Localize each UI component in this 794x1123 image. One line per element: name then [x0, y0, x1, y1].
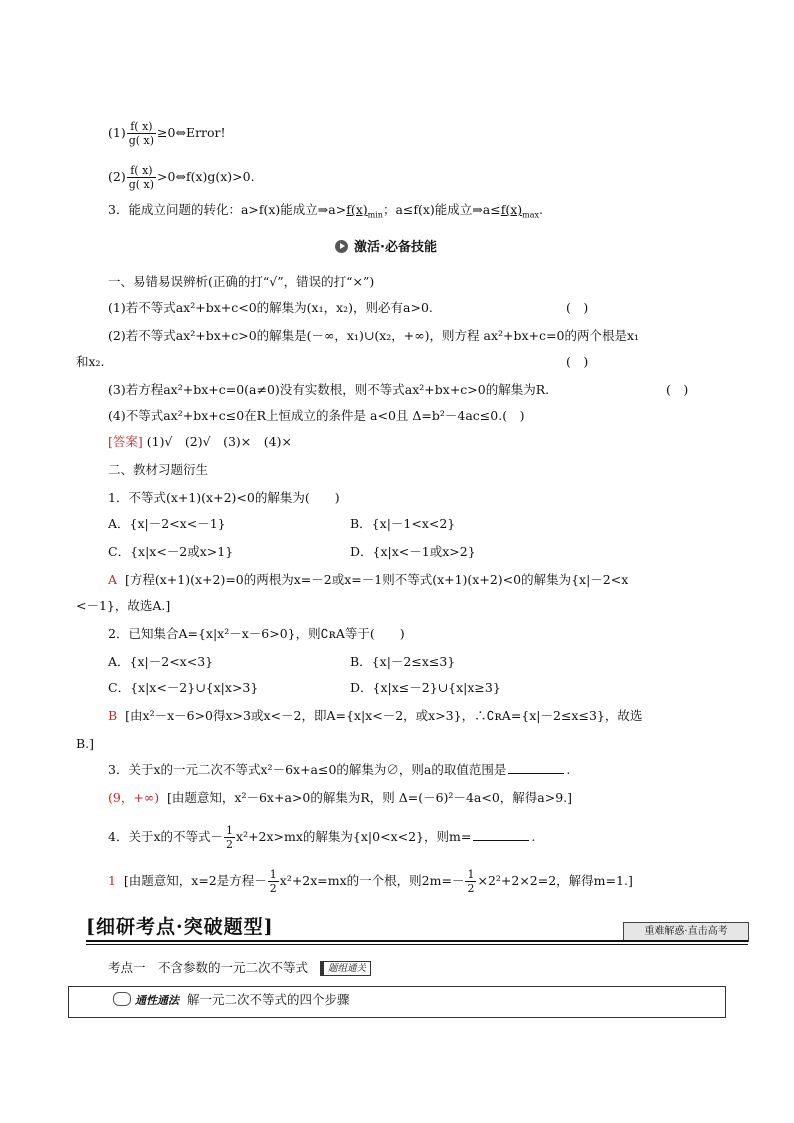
method-box: [68, 986, 726, 1018]
numerator: 1: [467, 868, 475, 881]
method-tag: 通性通法: [135, 994, 179, 1007]
answer-paren: ( ): [566, 354, 589, 369]
denominator: g( x): [128, 134, 155, 147]
denominator: g( x): [128, 178, 155, 191]
problem-3-text: 3．关于x的一元二次不等式x²－6x+a≤0的解集为∅，则a的取值范围是: [108, 762, 507, 777]
numerator: f( x): [127, 164, 156, 178]
answer-text: (1)√ (2)√ (3)× (4)×: [146, 434, 292, 449]
fraction: [127, 120, 156, 147]
solution-4: [108, 868, 633, 895]
problem-1: 1．不等式(x+1)(x+2)<0的解集为( ): [108, 490, 340, 505]
text: x²+2x>mx的解集为{x|0<x<2}，则m=: [236, 829, 472, 844]
question-4-text: (4)不等式ax²+bx+c≤0在R上恒成立的条件是 a<0且 Δ=b²－4ac≤0.: [108, 408, 503, 423]
text: f(x): [346, 202, 368, 217]
heading-part1: 一、易错易误辨析(正确的打“√”，错误的打“×”): [108, 274, 375, 289]
fraction: [465, 868, 476, 895]
solution-1: [108, 572, 628, 588]
fraction: [224, 824, 235, 851]
text: ；a≤f(x)能成立⇒a≤: [382, 202, 501, 217]
text: [由题意知，x=2是方程－: [123, 873, 267, 888]
question-1: (1)若不等式ax²+bx+c<0的解集为(x₁，x₂)，则必有a>0.: [108, 300, 433, 315]
option-c: C．{x|x<－2}∪{x|x>3}: [108, 680, 259, 695]
section-title: [335, 236, 437, 255]
method-line: [113, 992, 349, 1009]
topic-title: 考点一 不含参数的一元二次不等式: [108, 960, 309, 975]
subscript: max: [522, 210, 540, 220]
denominator: 2: [269, 882, 277, 895]
option-c: C．{x|x<－2或x>1}: [108, 544, 234, 559]
solution-3: [108, 790, 572, 806]
option-b: B．{x|－2≤x≤3}: [350, 654, 456, 669]
transform-line: [108, 202, 543, 224]
play-icon: [335, 240, 348, 253]
text: .: [566, 762, 571, 777]
heading-part2: 二、教材习题衍生: [108, 462, 209, 477]
text: 4．关于x的不等式－: [108, 829, 224, 844]
item-number: (2): [108, 169, 126, 184]
text: .: [531, 829, 536, 844]
item-number: (1): [108, 125, 126, 140]
text: .: [539, 202, 544, 217]
topic-line: [108, 960, 371, 976]
answer-label: [答案]: [108, 434, 143, 449]
text: f(x): [500, 202, 523, 217]
answer-value: 1: [108, 873, 116, 888]
question-2: (2)若不等式ax²+bx+c>0的解集是(－∞，x₁)∪(x₂，+∞)，则方程 ax²+bx+c=0的两个根是x₁: [108, 328, 640, 343]
option-a: A．{x|－2<x<3}: [108, 654, 214, 669]
blank: [473, 840, 529, 841]
fraction: [127, 164, 156, 191]
problem-3: [108, 762, 570, 778]
option-d: D．{x|x≤－2}∪{x|x≥3}: [350, 680, 501, 695]
answer-paren: ( ): [666, 382, 689, 397]
solution-text: [由题意知，x²－6x+a>0的解集为R，则 Δ=(－6)²－4a<0，解得a>9.]: [167, 790, 573, 805]
section-heading: [细研考点·突破题型]: [86, 916, 274, 938]
text: ×2²+2×2=2，解得m=1.]: [477, 873, 633, 888]
problem-4: [108, 824, 535, 851]
option-d: D．{x|x<－1或x>2}: [350, 544, 476, 559]
text: 3．能成立问题的转化：a>f(x)能成立⇒a>: [108, 202, 347, 217]
text: x²+2x=mx的一个根，则2m=－: [279, 873, 465, 888]
denominator: 2: [467, 882, 475, 895]
fraction: [268, 868, 279, 895]
divider: [86, 940, 748, 942]
answer-letter: A: [108, 572, 118, 587]
solution-1-cont: <－1}，故选A.]: [76, 598, 171, 613]
section-title-text: 激活·必备技能: [354, 240, 437, 255]
solution-text: [由x²－x－6>0得x>3或x<－2，即A={x|x<－2，或x>3}，∴∁ʀA={x|－2≤x≤3}，故选: [125, 708, 643, 723]
answer-paren: ( ): [566, 300, 589, 315]
subscript: min: [367, 210, 383, 220]
method-text: 解一元二次不等式的四个步骤: [186, 992, 350, 1007]
solution-2-cont: B.]: [76, 736, 95, 751]
condition-text: >0⇔f(x)g(x)>0.: [157, 169, 255, 184]
solution-text: [方程(x+1)(x+2)=0的两根为x=－2或x=－1则不等式(x+1)(x+2)<0的解集为{x|－2<x: [124, 572, 629, 587]
option-a: A．{x|－2<x<－1}: [108, 516, 226, 531]
denominator: 2: [226, 838, 234, 851]
answer-paren: ( ): [502, 408, 525, 423]
method-icon: [113, 992, 131, 1006]
answer-line: [108, 434, 292, 450]
condition-text: ≥0⇔Error!: [157, 125, 226, 140]
condition-line-2: [108, 164, 255, 191]
numerator: 1: [226, 824, 234, 837]
divider: [86, 944, 748, 945]
solution-2: [108, 708, 642, 724]
answer-value: (9，+∞): [108, 790, 160, 805]
problem-2: 2．已知集合A={x|x²－x－6>0}，则∁ʀA等于( ): [108, 626, 405, 641]
question-2-cont: 和x₂.: [76, 354, 105, 369]
question-4: [108, 408, 524, 424]
numerator: f( x): [127, 120, 156, 134]
blank: [508, 773, 564, 774]
answer-letter: B: [108, 708, 118, 723]
section-tag: 重难解惑·直击高考: [623, 922, 749, 942]
topic-badge: 题组通关: [320, 961, 371, 976]
numerator: 1: [269, 868, 277, 881]
condition-line-1: [108, 120, 226, 147]
question-3: (3)若方程ax²+bx+c=0(a≠0)没有实数根，则不等式ax²+bx+c>0的解集为R.: [108, 382, 550, 397]
option-b: B．{x|－1<x<2}: [350, 516, 456, 531]
